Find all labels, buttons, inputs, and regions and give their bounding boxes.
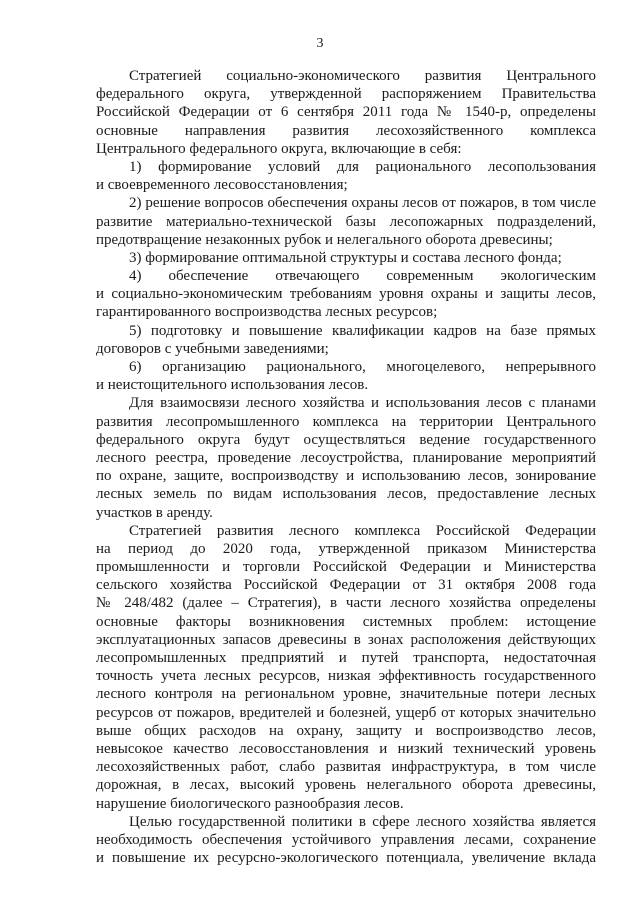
text-line: и своевременного лесовосстановления;: [96, 177, 348, 194]
page-number: 3: [316, 36, 324, 51]
text-line: Для взаимосвязи лесного хозяйства и использования лесов с планами: [129, 395, 596, 412]
text-line: лесопромышленных предприятий и путей транспорта, недостаточная: [96, 650, 596, 666]
text-line: 3) формирование оптимальной структуры и состава лесного фонда;: [129, 249, 562, 266]
text-line: промышленности и торговли Российской Федерации и Министерства: [96, 559, 596, 576]
text-line: основные направления развития лесохозяйственного комплекса: [96, 122, 596, 139]
paragraph: [96, 67, 596, 158]
text-line: 2) решение вопросов обеспечения охраны лесов от пожаров, в том числе: [129, 195, 596, 212]
text-line: гарантированного воспроизводства лесных ресурсов;: [96, 304, 438, 321]
text-line: 4) обеспечение отвечающего современным экологическим: [129, 268, 596, 285]
text-line: и неистощительного использования лесов.: [96, 377, 369, 394]
text-line: на период до 2020 года, утвержденной приказом Министерства: [96, 540, 596, 557]
text-line: лесных земель по видам использования лесов, предоставление лесных: [96, 486, 596, 503]
paragraph: [96, 813, 596, 868]
text-line: участков в аренду.: [96, 504, 213, 521]
text-line: Стратегией развития лесного комплекса Российской Федерации: [129, 522, 596, 539]
text-line: федерального округа, утвержденной распоряжением Правительства: [96, 86, 596, 103]
text-line: 5) подготовку и повышение квалификации кадров на базе прямых: [129, 322, 596, 339]
text-line: точность учета лесных ресурсов, низкая эффективность государственного: [96, 668, 596, 685]
text-line: Российской Федерации от 6 сентября 2011 года № 1540-р, определены: [96, 104, 596, 121]
text-line: развития лесопромышленного комплекса на территории Центрального: [96, 413, 596, 430]
text-line: лесного контроля на региональном уровне, значительные потери лесных: [96, 686, 596, 703]
paragraph: [96, 249, 596, 267]
text-line: лесного реестра, проведение лесоустройства, планирование мероприятий: [96, 449, 596, 466]
text-line: и социально-экономическим требованиям уровня охраны и защиты лесов,: [96, 286, 596, 303]
text-line: развитие материально-технической базы лесопожарных подразделений,: [96, 213, 596, 230]
text-line: 6) организацию рационального, многоцелевого, непрерывного: [129, 359, 596, 375]
text-line: невысокое качество лесовосстановления и низкий технический уровень: [96, 740, 596, 757]
text-line: эксплуатационных запасов древесины в зонах расположения действующих: [96, 631, 596, 648]
text-line: нарушение биологического разнообразия лесов.: [96, 795, 404, 812]
text-line: лесохозяйственных работ, слабо развитая инфраструктура, в том числе: [96, 759, 596, 776]
text-line: договоров с учебными заведениями;: [96, 340, 329, 357]
text-line: Стратегией социально-экономического развития Центрального: [129, 68, 596, 84]
paragraph: [96, 394, 596, 521]
paragraph: [96, 158, 596, 194]
paragraph: [96, 358, 596, 394]
text-line: и повышение их ресурсно-экологического потенциала, увеличение вклада: [96, 850, 596, 867]
text-line: дорожная, в лесах, высокий уровень нелегального оборота древесины,: [96, 777, 596, 794]
text-line: ресурсов от пожаров, вредителей и болезней, ущерб от которых значительно: [96, 704, 596, 721]
text-line: по охране, защите, воспроизводству и использованию лесов, зонирование: [96, 468, 596, 485]
text-line: предотвращение незаконных рубок и нелегального оборота древесины;: [96, 231, 553, 248]
paragraph: [96, 194, 596, 249]
text-line: 1) формирование условий для рационального лесопользования: [129, 158, 596, 175]
paragraph: [96, 322, 596, 358]
text-line: № 248/482 (далее – Стратегия), в части лесного хозяйства определены: [96, 595, 596, 612]
paragraph: [96, 522, 596, 813]
text-line: основные факторы возникновения системных проблем: истощение: [96, 613, 596, 630]
text-line: Целью государственной политики в сфере лесного хозяйства является: [129, 813, 596, 830]
text-line: выше общих расходов на охрану, защиту и воспроизводство лесов,: [96, 722, 596, 739]
text-line: федерального округа будут осуществляться ведение государственного: [96, 431, 596, 448]
paragraph: [96, 267, 596, 322]
text-line: необходимость обеспечения устойчивого управления лесами, сохранение: [96, 831, 596, 848]
text-line: Центрального федерального округа, включающие в себя:: [96, 140, 462, 157]
text-line: сельского хозяйства Российской Федерации от 31 октября 2008 года: [96, 577, 596, 594]
document-body: [96, 67, 596, 867]
